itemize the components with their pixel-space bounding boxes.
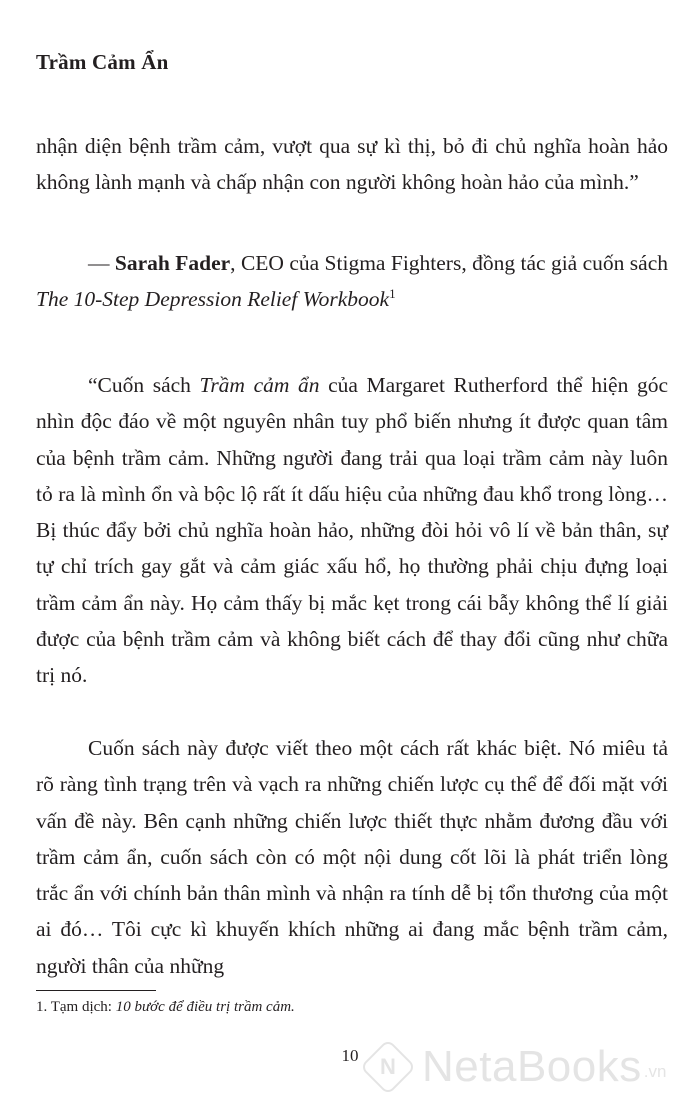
watermark-brand: NetaBooks bbox=[422, 1042, 642, 1091]
review-paragraph bbox=[36, 367, 668, 694]
attribution-book-title: The 10-Step Depression Relief Workbook bbox=[36, 287, 390, 312]
attribution-author: Sarah Fader bbox=[114, 251, 231, 275]
review-book-title: Trầm cảm ẩn bbox=[199, 373, 320, 397]
review-start: “Cuốn sách bbox=[88, 373, 200, 397]
paragraph-quote-end: nhận diện bệnh trầm cảm, vượt qua sự kì thị, bỏ đi chủ nghĩa hoàn hảo không lành mạnh và chấp nhận con người không hoàn hảo của mình.” bbox=[36, 134, 668, 195]
attribution-paragraph bbox=[36, 245, 668, 318]
footnote-label: 1. Tạm dịch: bbox=[36, 999, 116, 1015]
attribution-text: , CEO của Stigma Fighters, đồng tác giả cuốn sách bbox=[230, 251, 668, 275]
watermark bbox=[368, 1042, 666, 1092]
watermark-suffix: .vn bbox=[643, 1062, 667, 1081]
body-paragraph: Cuốn sách này được viết theo một cách rất khác biệt. Nó miêu tả rõ ràng tình trạng trên và vạch ra những chiến lược cụ thể để đối mặt với vấn đề này. Bên cạnh những chiến lược thiết thực nhằm đương đầu với trầm cảm ẩn, cuốn sách còn có một nội dung cốt lõi là phát triển lòng trắc ẩn với chính bản thân mình và nhận ra tính dễ bị tổn thương của một ai đó… Tôi cực kì khuyến khích những ai đang mắc bệnh trầm cảm, người thân của những bbox=[36, 736, 668, 978]
netabooks-logo-icon bbox=[360, 1039, 417, 1096]
footnote bbox=[36, 999, 295, 1016]
logo-letter: N bbox=[380, 1053, 396, 1079]
page-number: 10 bbox=[341, 1046, 359, 1065]
attribution-dash: — bbox=[88, 251, 115, 275]
footnote-text: 10 bước để điều trị trầm cảm. bbox=[115, 999, 295, 1015]
footnote-divider bbox=[36, 990, 156, 991]
running-header: Trầm Cảm Ẩn bbox=[36, 50, 169, 74]
footnote-mark: 1 bbox=[389, 286, 396, 302]
review-rest: của Margaret Rutherford thể hiện góc nhìn độc đáo về một nguyên nhân tuy phổ biến nhưng ít được quan tâm của bệnh trầm cảm. Những người đang trải qua loại trầm cảm này luôn tỏ ra là mình ổn và bộc lộ rất ít dấu hiệu của những đau khổ trong lòng… Bị thúc đẩy bởi chủ nghĩa hoàn hảo, những đòi hỏi vô lí về bản thân, sự tự chỉ trích gay gắt và cảm giác xấu hổ, họ thường phải chịu đựng loại trầm cảm ẩn này. Họ cảm thấy bị mắc kẹt trong cái bẫy không thể lí giải được của bệnh trầm cảm và không biết cách để thay đổi cũng như chữa trị nó. bbox=[36, 373, 668, 688]
